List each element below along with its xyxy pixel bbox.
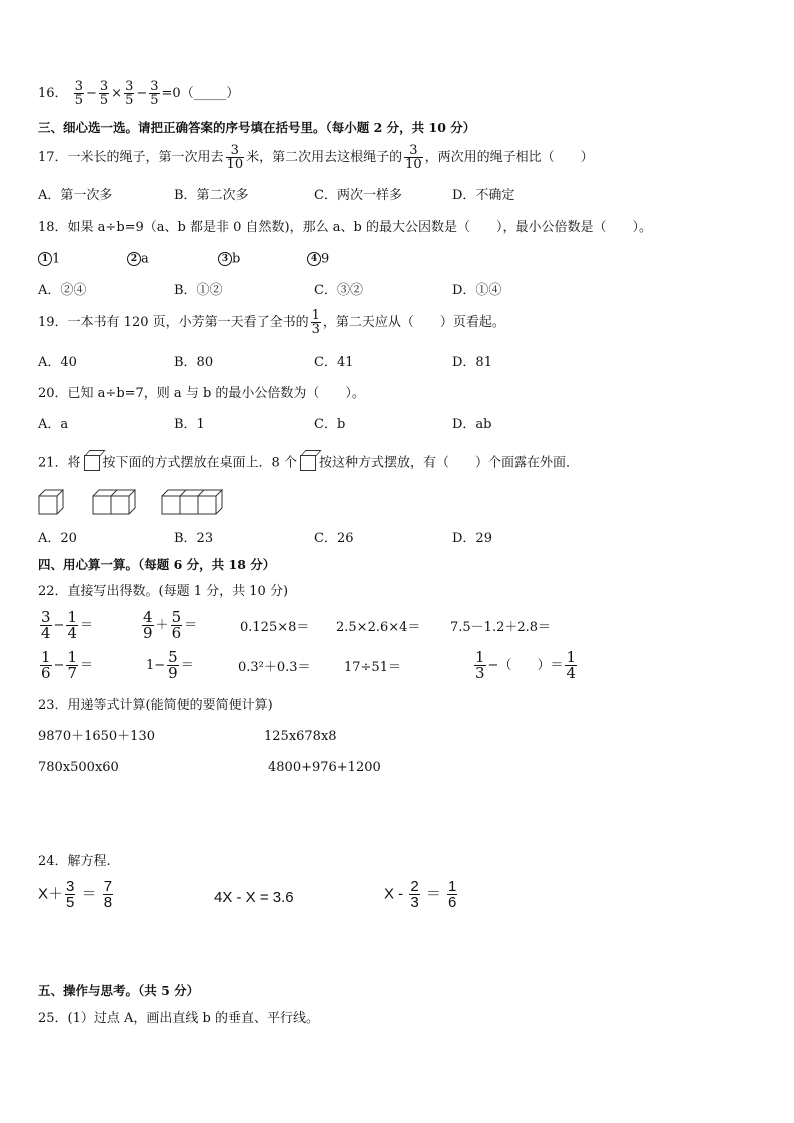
fraction: $\frac{1}{3}$ (311, 308, 320, 337)
q16-number: 16． (38, 86, 68, 101)
cube-icon (300, 455, 316, 471)
fraction: $\frac{3}{5}$ (150, 79, 159, 108)
q21-option-c: C．26 (314, 531, 354, 546)
section-3-heading: 三、细心选一选。请把正确答案的序号填在括号里。（每小题 2 分，共 10 分） (38, 120, 476, 135)
q21-option-b: B．23 (174, 531, 214, 546)
q24-equation-3: X - $\frac{2}{3}$ ＝ $\frac{1}{6}$ (384, 878, 457, 911)
section-4-heading: 四、用心算一算。（每题 6 分，共 18 分） (38, 557, 276, 572)
three-cubes-icon (162, 490, 222, 514)
q23-expr-4: 4800+976+1200 (268, 760, 381, 775)
q17-stem: 17．一米长的绳子，第一次用去 $\frac{3}{10}$ 米，第二次用去这根绳子的 $\frac{3}{10}$ ，两次用的绳子相比（ ） (38, 143, 594, 172)
q18-item-2: 2 a (127, 252, 149, 266)
q19-option-d: D．81 (452, 355, 492, 370)
q23-title: 23．用递等式计算(能简便的要简便计算) (38, 698, 273, 713)
cube-arrangement-figure (38, 488, 278, 518)
q24-equation-1: X＋ $\frac{3}{5}$ ＝ $\frac{7}{8}$ (38, 878, 113, 911)
q18-item-3: 3 b (218, 252, 240, 266)
fraction: $\frac{3}{10}$ (405, 143, 422, 172)
q22-expr-4: 2.5×2.6×4＝ (336, 620, 421, 635)
q25-stem: 25．(1）过点 A，画出直线 b 的垂直、平行线。 (38, 1011, 319, 1026)
q22-expr-5: 7.5－1.2＋2.8＝ (450, 620, 552, 635)
cube-icon (84, 455, 100, 471)
fraction: $\frac{3}{5}$ (74, 79, 83, 108)
q24-title: 24．解方程. (38, 854, 111, 869)
q20-option-b: B．1 (174, 417, 205, 432)
q22-expr-1: $\frac{3}{4}$ − $\frac{1}{4}$ ＝ (41, 608, 94, 642)
q18-item-1: 1 1 (38, 252, 60, 266)
q22-expr-7: 1− $\frac{5}{9}$ ＝ (146, 648, 194, 682)
q19-option-b: B．80 (174, 355, 214, 370)
q19-stem: 19．一本书有 120 页，小芳第一天看了全书的 $\frac{1}{3}$ ，第二天应从（ ）页看起。 (38, 308, 505, 337)
fraction: $\frac{3}{5}$ (99, 79, 109, 108)
fraction: $\frac{3}{10}$ (226, 143, 244, 172)
q18-option-d: D．①④ (452, 283, 502, 298)
q21-stem: 21．将 按下面的方式摆放在桌面上．8 个 按这种方式摆放，有（ ）个面露在外面． (38, 455, 579, 471)
q18-stem: 18．如果 a÷b=9（a、b 都是非 0 自然数)，那么 a、b 的最大公因数是（ ），最小公倍数是（ ）。 (38, 220, 652, 235)
q22-title: 22．直接写出得数。(每题 1 分，共 10 分) (38, 584, 289, 599)
q21-option-d: D．29 (452, 531, 492, 546)
q22-expr-9: 17÷51＝ (344, 660, 401, 675)
q16: 16． $\frac{3}{5}$ − $\frac{3}{5}$ × $\frac{3}{5}$ − $\frac{3}{5}$ =0（_____） (38, 79, 240, 108)
q19-option-c: C．41 (314, 355, 354, 370)
q18-item-4: 4 9 (307, 252, 329, 266)
q22-expr-3: 0.125×8＝ (240, 620, 310, 635)
q20-option-a: A．a (38, 417, 69, 432)
q18-option-b: B．①② (174, 283, 223, 298)
fraction: $\frac{3}{5}$ (125, 79, 134, 108)
q23-expr-3: 780x500x60 (38, 760, 119, 775)
q17-option-a: A．第一次多 (38, 188, 113, 203)
q19-option-a: A．40 (38, 355, 77, 370)
q24-equation-2: 4X - X = 3.6 (214, 889, 294, 906)
q23-expr-1: 9870＋1650＋130 (38, 729, 155, 744)
q22-expr-8: 0.3²＋0.3＝ (238, 660, 311, 675)
q20-stem: 20．已知 a÷b=7，则 a 与 b 的最小公倍数为（ ）。 (38, 386, 365, 401)
section-5-heading: 五、操作与思考。（共 5 分） (38, 983, 200, 998)
q22-expr-6: $\frac{1}{6}$ − $\frac{1}{7}$ ＝ (41, 648, 94, 682)
two-cubes-icon (93, 490, 135, 514)
q18-option-a: A．②④ (38, 283, 87, 298)
q17-option-c: C．两次一样多 (314, 188, 402, 203)
q17-option-d: D．不确定 (452, 188, 515, 203)
q17-option-b: B．第二次多 (174, 188, 249, 203)
q22-expr-2: $\frac{4}{9}$ ＋ $\frac{5}{6}$ ＝ (143, 608, 198, 642)
q22-expr-10: $\frac{1}{3}$ −（ ）＝ $\frac{1}{4}$ (475, 648, 576, 682)
one-cube-icon (39, 490, 63, 514)
q18-option-c: C．③② (314, 283, 363, 298)
q21-option-a: A．20 (38, 531, 77, 546)
q20-option-c: C．b (314, 417, 346, 432)
q23-expr-2: 125x678x8 (264, 729, 337, 744)
q20-option-d: D．ab (452, 417, 492, 432)
